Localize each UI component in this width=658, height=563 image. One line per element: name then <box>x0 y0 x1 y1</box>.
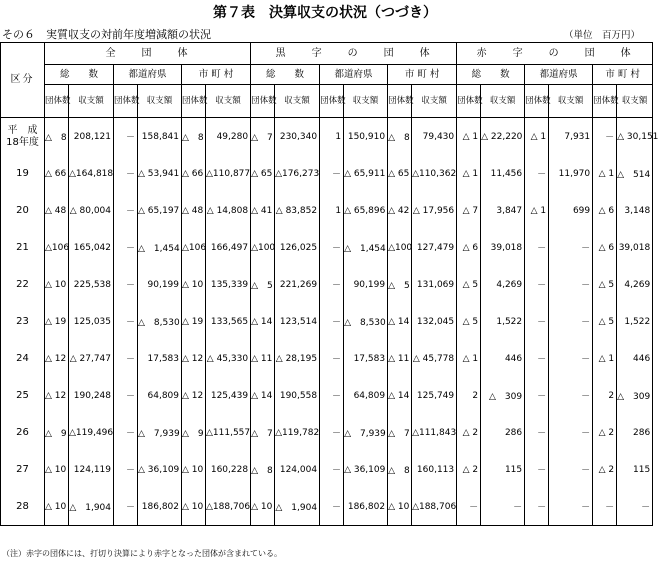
subgroup-header: 市 町 村 <box>593 65 653 85</box>
value-cell: 286 <box>481 414 525 451</box>
value-cell: △ 48 <box>182 192 206 229</box>
value-cell: － <box>549 303 593 340</box>
value-cell: － <box>114 488 138 526</box>
year-cell: 平 成 18年度 <box>1 118 45 156</box>
table-subtitle: その６ 実質収支の対前年度増減額の状況 <box>2 28 211 41</box>
value-cell: － <box>525 488 549 526</box>
value-cell: 90,199 <box>344 266 388 303</box>
value-cell: － <box>320 303 344 340</box>
value-cell: △ 9 <box>45 414 69 451</box>
value-cell: － <box>114 192 138 229</box>
value-cell: △ 30,151 <box>617 118 653 156</box>
value-cell: △119,496 <box>69 414 114 451</box>
value-cell: △ 14 <box>388 377 412 414</box>
value-cell: △ 309 <box>481 377 525 414</box>
subgroup-header: 総 数 <box>457 65 525 85</box>
value-cell: － <box>320 488 344 526</box>
value-cell: △ 10 <box>182 488 206 526</box>
value-cell: － <box>525 451 549 488</box>
value-cell: △ 11 <box>251 340 275 377</box>
value-cell: △ 7,939 <box>138 414 182 451</box>
value-cell: － <box>525 303 549 340</box>
value-cell: △ 8 <box>251 451 275 488</box>
value-cell: － <box>525 266 549 303</box>
count-header: 団体数 <box>593 85 617 118</box>
value-cell: △ 7 <box>457 192 481 229</box>
value-cell: 90,199 <box>138 266 182 303</box>
value-cell: － <box>525 340 549 377</box>
value-cell: 150,910 <box>344 118 388 156</box>
amount-header: 収支額 <box>344 85 388 118</box>
value-cell: △ 27,747 <box>69 340 114 377</box>
value-cell: △ 53,941 <box>138 155 182 192</box>
value-cell: 131,069 <box>412 266 457 303</box>
value-cell: △ 1 <box>525 192 549 229</box>
value-cell: － <box>549 340 593 377</box>
row-header: 区分 <box>1 43 45 118</box>
value-cell: △ 65,911 <box>344 155 388 192</box>
value-cell: 699 <box>549 192 593 229</box>
value-cell: 126,025 <box>275 229 320 266</box>
count-header: 団体数 <box>525 85 549 118</box>
count-header: 団体数 <box>457 85 481 118</box>
year-cell: 25 <box>1 377 45 414</box>
value-cell: △100 <box>251 229 275 266</box>
value-cell: △ 65,197 <box>138 192 182 229</box>
footnote: （注）赤字の団体には、打切り決算により赤字となった団体が含まれている。 <box>2 549 282 558</box>
value-cell: △ 6 <box>457 229 481 266</box>
value-cell: △110,877 <box>206 155 251 192</box>
value-cell: △106 <box>182 229 206 266</box>
value-cell: △ 10 <box>45 451 69 488</box>
value-cell: △ 1 <box>457 155 481 192</box>
value-cell: 132,045 <box>412 303 457 340</box>
year-cell: 22 <box>1 266 45 303</box>
value-cell: 124,119 <box>69 451 114 488</box>
year-cell: 24 <box>1 340 45 377</box>
table-row <box>1 451 653 488</box>
value-cell: △ 8 <box>388 451 412 488</box>
value-cell: △ 45,330 <box>206 340 251 377</box>
value-cell: △ 5 <box>457 303 481 340</box>
table-row <box>1 155 653 192</box>
table-row <box>1 414 653 451</box>
value-cell: △ 1 <box>593 340 617 377</box>
value-cell: 79,430 <box>412 118 457 156</box>
value-cell: △ 42 <box>388 192 412 229</box>
value-cell: △ 11 <box>388 340 412 377</box>
value-cell: △ 5 <box>388 266 412 303</box>
amount-header: 収支額 <box>138 85 182 118</box>
value-cell: 1,522 <box>481 303 525 340</box>
value-cell: △ 12 <box>45 377 69 414</box>
value-cell: 221,269 <box>275 266 320 303</box>
count-header: 団体数 <box>45 85 69 118</box>
value-cell: 123,514 <box>275 303 320 340</box>
value-cell: － <box>114 229 138 266</box>
group-header: 全 団 体 <box>45 43 251 65</box>
value-cell: △ 5 <box>251 266 275 303</box>
amount-header: 収支額 <box>481 85 525 118</box>
value-cell: 165,042 <box>69 229 114 266</box>
value-cell: 64,809 <box>138 377 182 414</box>
amount-header: 収支額 <box>412 85 457 118</box>
value-cell: － <box>320 229 344 266</box>
count-header: 団体数 <box>320 85 344 118</box>
value-cell: △ 8 <box>182 118 206 156</box>
value-cell: 64,809 <box>344 377 388 414</box>
value-cell: － <box>593 488 617 526</box>
value-cell: △188,706 <box>412 488 457 526</box>
value-cell: △ 14 <box>388 303 412 340</box>
subgroup-header: 総 数 <box>251 65 320 85</box>
value-cell: △111,843 <box>412 414 457 451</box>
value-cell: △ 309 <box>617 377 653 414</box>
value-cell: 39,018 <box>481 229 525 266</box>
value-cell: 115 <box>617 451 653 488</box>
value-cell: － <box>114 377 138 414</box>
value-cell: － <box>320 377 344 414</box>
value-cell: 125,439 <box>206 377 251 414</box>
value-cell: △ 1 <box>593 155 617 192</box>
value-cell: － <box>114 414 138 451</box>
value-cell: △164,818 <box>69 155 114 192</box>
value-cell: △ 12 <box>182 340 206 377</box>
value-cell: △110,362 <box>412 155 457 192</box>
value-cell: 158,841 <box>138 118 182 156</box>
value-cell: △ 65 <box>251 155 275 192</box>
value-cell: 11,456 <box>481 155 525 192</box>
subgroup-header: 市 町 村 <box>182 65 251 85</box>
value-cell: － <box>114 155 138 192</box>
value-cell: △ 12 <box>182 377 206 414</box>
value-cell: － <box>525 155 549 192</box>
year-cell: 23 <box>1 303 45 340</box>
value-cell: △ 5 <box>457 266 481 303</box>
table-row <box>1 377 653 414</box>
year-cell: 21 <box>1 229 45 266</box>
value-cell: 186,802 <box>138 488 182 526</box>
value-cell: － <box>549 451 593 488</box>
value-cell: △ 8,530 <box>344 303 388 340</box>
value-cell: 208,121 <box>69 118 114 156</box>
value-cell: △ 45,778 <box>412 340 457 377</box>
table-row <box>1 266 653 303</box>
amount-header: 収支額 <box>549 85 593 118</box>
year-cell: 20 <box>1 192 45 229</box>
value-cell: 7,931 <box>549 118 593 156</box>
value-cell: 49,280 <box>206 118 251 156</box>
value-cell: － <box>320 266 344 303</box>
value-cell: 160,113 <box>412 451 457 488</box>
value-cell: － <box>549 229 593 266</box>
value-cell: △ 2 <box>593 451 617 488</box>
value-cell: △ 66 <box>182 155 206 192</box>
value-cell: － <box>617 488 653 526</box>
subgroup-header: 総 数 <box>45 65 114 85</box>
value-cell: △ 514 <box>617 155 653 192</box>
value-cell: △ 8 <box>45 118 69 156</box>
group-header: 赤 字 の 団 体 <box>457 43 653 65</box>
value-cell: 115 <box>481 451 525 488</box>
value-cell: 1 <box>320 192 344 229</box>
value-cell: － <box>525 229 549 266</box>
value-cell: △ 14 <box>251 303 275 340</box>
value-cell: △ 10 <box>182 266 206 303</box>
value-cell: 127,479 <box>412 229 457 266</box>
value-cell: △ 10 <box>45 488 69 526</box>
value-cell: △119,782 <box>275 414 320 451</box>
value-cell: △ 17,956 <box>412 192 457 229</box>
value-cell: 190,558 <box>275 377 320 414</box>
value-cell: 125,035 <box>69 303 114 340</box>
value-cell: 446 <box>617 340 653 377</box>
value-cell: － <box>593 118 617 156</box>
table-row <box>1 229 653 266</box>
value-cell: △ 1,904 <box>275 488 320 526</box>
table-row <box>1 340 653 377</box>
value-cell: － <box>549 266 593 303</box>
value-cell: △ 2 <box>457 451 481 488</box>
value-cell: △ 10 <box>388 488 412 526</box>
value-cell: △ 36,109 <box>138 451 182 488</box>
value-cell: － <box>320 340 344 377</box>
value-cell: － <box>457 488 481 526</box>
count-header: 団体数 <box>114 85 138 118</box>
value-cell: △ 1,454 <box>138 229 182 266</box>
subgroup-header: 都道府県 <box>525 65 593 85</box>
value-cell: 11,970 <box>549 155 593 192</box>
value-cell: △ 19 <box>45 303 69 340</box>
value-cell: 1 <box>320 118 344 156</box>
value-cell: △ 6 <box>593 229 617 266</box>
value-cell: △ 12 <box>45 340 69 377</box>
value-cell: － <box>114 266 138 303</box>
value-cell: － <box>549 377 593 414</box>
value-cell: △ 1 <box>457 340 481 377</box>
value-cell: 135,339 <box>206 266 251 303</box>
value-cell: △106 <box>45 229 69 266</box>
value-cell: 133,565 <box>206 303 251 340</box>
value-cell: △ 2 <box>593 414 617 451</box>
value-cell: △ 10 <box>182 451 206 488</box>
value-cell: △ 19 <box>182 303 206 340</box>
subgroup-header: 市 町 村 <box>388 65 457 85</box>
value-cell: △ 1,904 <box>69 488 114 526</box>
value-cell: 446 <box>481 340 525 377</box>
value-cell: 3,148 <box>617 192 653 229</box>
value-cell: △ 65 <box>388 155 412 192</box>
value-cell: △ 48 <box>45 192 69 229</box>
settlement-table <box>0 42 658 526</box>
table-row <box>1 303 653 340</box>
count-header: 団体数 <box>251 85 275 118</box>
value-cell: △188,706 <box>206 488 251 526</box>
value-cell: 160,228 <box>206 451 251 488</box>
value-cell: △ 7 <box>388 414 412 451</box>
amount-header: 収支額 <box>206 85 251 118</box>
subgroup-header: 都道府県 <box>114 65 182 85</box>
value-cell: 186,802 <box>344 488 388 526</box>
subgroup-header: 都道府県 <box>320 65 388 85</box>
value-cell: 124,004 <box>275 451 320 488</box>
value-cell: △ 5 <box>593 266 617 303</box>
value-cell: △ 83,852 <box>275 192 320 229</box>
value-cell: △ 80,004 <box>69 192 114 229</box>
value-cell: － <box>481 488 525 526</box>
value-cell: － <box>114 118 138 156</box>
value-cell: △100 <box>388 229 412 266</box>
value-cell: 2 <box>457 377 481 414</box>
value-cell: △ 22,220 <box>481 118 525 156</box>
value-cell: △ 14 <box>251 377 275 414</box>
value-cell: △ 7,939 <box>344 414 388 451</box>
count-header: 団体数 <box>182 85 206 118</box>
value-cell: － <box>549 488 593 526</box>
value-cell: △176,273 <box>275 155 320 192</box>
value-cell: △ 5 <box>593 303 617 340</box>
value-cell: 39,018 <box>617 229 653 266</box>
year-cell: 19 <box>1 155 45 192</box>
value-cell: △ 1,454 <box>344 229 388 266</box>
count-header: 団体数 <box>388 85 412 118</box>
value-cell: － <box>525 414 549 451</box>
table-row <box>1 192 653 229</box>
value-cell: 3,847 <box>481 192 525 229</box>
value-cell: － <box>549 414 593 451</box>
value-cell: △ 1 <box>525 118 549 156</box>
value-cell: 2 <box>593 377 617 414</box>
year-cell: 28 <box>1 488 45 526</box>
unit-note: （単位 百万円） <box>563 30 640 41</box>
value-cell: － <box>114 303 138 340</box>
value-cell: △ 8,530 <box>138 303 182 340</box>
value-cell: △ 9 <box>182 414 206 451</box>
value-cell: △ 28,195 <box>275 340 320 377</box>
table-row <box>1 118 653 156</box>
value-cell: 17,583 <box>138 340 182 377</box>
value-cell: △ 7 <box>251 414 275 451</box>
amount-header: 収支額 <box>617 85 653 118</box>
value-cell: 230,340 <box>275 118 320 156</box>
value-cell: － <box>320 155 344 192</box>
value-cell: △ 10 <box>45 266 69 303</box>
value-cell: △ 14,808 <box>206 192 251 229</box>
value-cell: △ 1 <box>457 118 481 156</box>
value-cell: 17,583 <box>344 340 388 377</box>
value-cell: △ 36,109 <box>344 451 388 488</box>
value-cell: － <box>525 377 549 414</box>
value-cell: 166,497 <box>206 229 251 266</box>
value-cell: 225,538 <box>69 266 114 303</box>
value-cell: 1,522 <box>617 303 653 340</box>
page-title: 第７表 決算収支の状況（つづき） <box>213 5 437 21</box>
amount-header: 収支額 <box>275 85 320 118</box>
amount-header: 収支額 <box>69 85 114 118</box>
value-cell: △ 8 <box>388 118 412 156</box>
value-cell: △111,557 <box>206 414 251 451</box>
value-cell: 4,269 <box>481 266 525 303</box>
value-cell: － <box>114 451 138 488</box>
value-cell: △ 65,896 <box>344 192 388 229</box>
year-cell: 27 <box>1 451 45 488</box>
group-header: 黒 字 の 団 体 <box>251 43 457 65</box>
value-cell: － <box>320 451 344 488</box>
value-cell: △ 2 <box>457 414 481 451</box>
value-cell: △ 10 <box>251 488 275 526</box>
value-cell: △ 66 <box>45 155 69 192</box>
value-cell: 125,749 <box>412 377 457 414</box>
value-cell: △ 41 <box>251 192 275 229</box>
value-cell: － <box>320 414 344 451</box>
value-cell: － <box>114 340 138 377</box>
value-cell: △ 7 <box>251 118 275 156</box>
value-cell: 190,248 <box>69 377 114 414</box>
value-cell: △ 6 <box>593 192 617 229</box>
year-cell: 26 <box>1 414 45 451</box>
table-row <box>1 488 653 526</box>
value-cell: 4,269 <box>617 266 653 303</box>
value-cell: 286 <box>617 414 653 451</box>
